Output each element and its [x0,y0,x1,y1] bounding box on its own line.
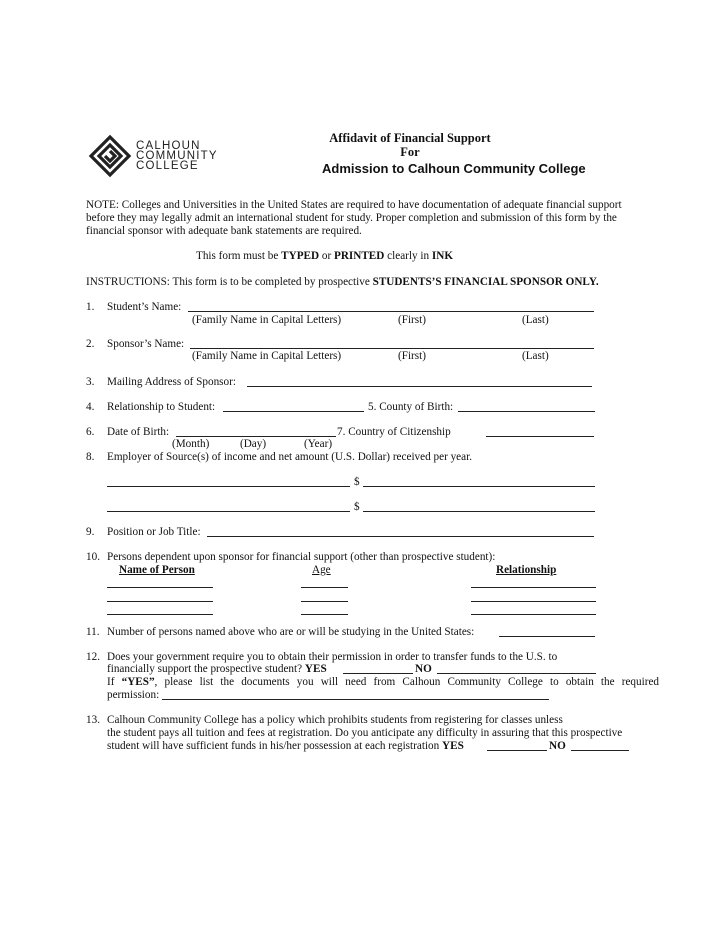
relationship-field[interactable] [223,401,364,412]
q10-number: 10. [86,551,100,563]
note-line-3: financial sponsor with adequate bank statements are required. [86,225,362,237]
persons-studying-field[interactable] [499,626,595,637]
dependent-name-2[interactable] [107,591,213,602]
q4-number: 4. [86,401,95,413]
q6-label: Date of Birth: [107,426,170,438]
dependent-age-1[interactable] [301,577,348,588]
employer-field-2[interactable] [107,501,350,512]
form-subtitle: Admission to Calhoun Community College [322,161,586,176]
dependent-name-3[interactable] [107,604,213,615]
instructions: INSTRUCTIONS: This form is to be completed by prospective STUDENTS’S FINANCIAL SPONSOR ONLY. [86,276,599,288]
dependent-age-2[interactable] [301,591,348,602]
col-header-relationship: Relationship [496,564,557,576]
form-title: Affidavit of Financial Support [329,131,491,145]
q2-number: 2. [86,338,95,350]
logo-line-2: COMMUNITY [136,150,218,162]
dependent-age-3[interactable] [301,604,348,615]
citizenship-field[interactable] [486,426,594,437]
q4-label: Relationship to Student: [107,401,216,413]
q13-line-3: student will have sufficient funds in his/her possession at each registration YES [107,740,464,752]
q12-line-4: permission: [107,689,160,701]
q12-yes-field[interactable] [343,663,413,674]
q1-sub-last: (Last) [522,314,549,326]
q13-no-label: NO [549,740,566,752]
sponsor-name-field[interactable] [190,338,594,349]
q13-line-2: the student pays all tuition and fees at registration. Do you anticipate any difficulty in assuring that this prospective [107,727,623,739]
dob-sub-year: (Year) [304,438,333,450]
q8-label: Employer of Source(s) of income and net amount (U.S. Dollar) received per year. [107,451,473,463]
q2-sub-last: (Last) [522,350,549,362]
q13-yes-field[interactable] [487,740,547,751]
note-line-2: before they may legally admit an international student for study. Proper completion and submission of this form by the [86,212,617,224]
dependent-relationship-2[interactable] [471,591,596,602]
q3-label: Mailing Address of Sponsor: [107,376,236,388]
q11-label: Number of persons named above who are or will be studying in the United States: [107,626,475,638]
q5-label: 5. County of Birth: [368,401,454,413]
q13-no-field[interactable] [571,740,629,751]
county-of-birth-field[interactable] [458,401,595,412]
college-logo [88,134,248,178]
q12-line-1: Does your government require you to obtain their permission in order to transfer funds to the U.S. to [107,651,558,663]
q12-line-2: financially support the prospective student? YES [107,663,327,675]
form-title-for: For [400,145,420,159]
typed-notice: This form must be TYPED or PRINTED clearly in INK [196,250,454,262]
q6-number: 6. [86,426,95,438]
q12-no-field[interactable] [437,663,596,674]
q9-number: 9. [86,526,95,538]
q7-label: 7. Country of Citizenship [337,426,451,438]
employer-field-1[interactable] [107,476,350,487]
dependent-relationship-3[interactable] [471,604,596,615]
dependent-relationship-1[interactable] [471,577,596,588]
q1-sub-family: (Family Name in Capital Letters) [192,314,342,326]
q13-line-1: Calhoun Community College has a policy which prohibits students from registering for classes unless [107,714,563,726]
q9-label: Position or Job Title: [107,526,201,538]
logo-mark-icon [88,134,136,178]
date-of-birth-field[interactable] [176,426,336,437]
q1-number: 1. [86,301,95,313]
col-header-name: Name of Person [119,564,195,576]
q1-label: Student’s Name: [107,301,182,313]
dependent-name-1[interactable] [107,577,213,588]
logo-line-1: CALHOUN [136,140,201,152]
mailing-address-field[interactable] [247,376,592,387]
q13-number: 13. [86,714,100,726]
q12-permission-field[interactable] [162,689,549,700]
dob-sub-month: (Month) [172,438,210,450]
q2-label: Sponsor’s Name: [107,338,185,350]
q2-sub-first: (First) [398,350,426,362]
dollar-sign-2: $ [354,501,360,513]
q12-number: 12. [86,651,100,663]
q1-sub-first: (First) [398,314,426,326]
note-line-1: NOTE: Colleges and Universities in the United States are required to have documentation of adequate financial support [86,199,622,211]
student-name-field[interactable] [188,301,594,312]
q2-sub-family: (Family Name in Capital Letters) [192,350,342,362]
col-header-age: Age [312,564,331,576]
dob-sub-day: (Day) [240,438,267,450]
job-title-field[interactable] [207,526,594,537]
q3-number: 3. [86,376,95,388]
q8-number: 8. [86,451,95,463]
dollar-sign-1: $ [354,476,360,488]
q10-label: Persons dependent upon sponsor for financial support (other than prospective student): [107,551,496,563]
q12-line-3: If “YES”, please list the documents you will need from Calhoun Community College to obtain the required [107,676,659,688]
q11-number: 11. [86,626,100,638]
q12-no-label: NO [415,663,432,675]
logo-line-3: COLLEGE [136,160,199,172]
income-field-1[interactable] [363,476,595,487]
income-field-2[interactable] [363,501,595,512]
